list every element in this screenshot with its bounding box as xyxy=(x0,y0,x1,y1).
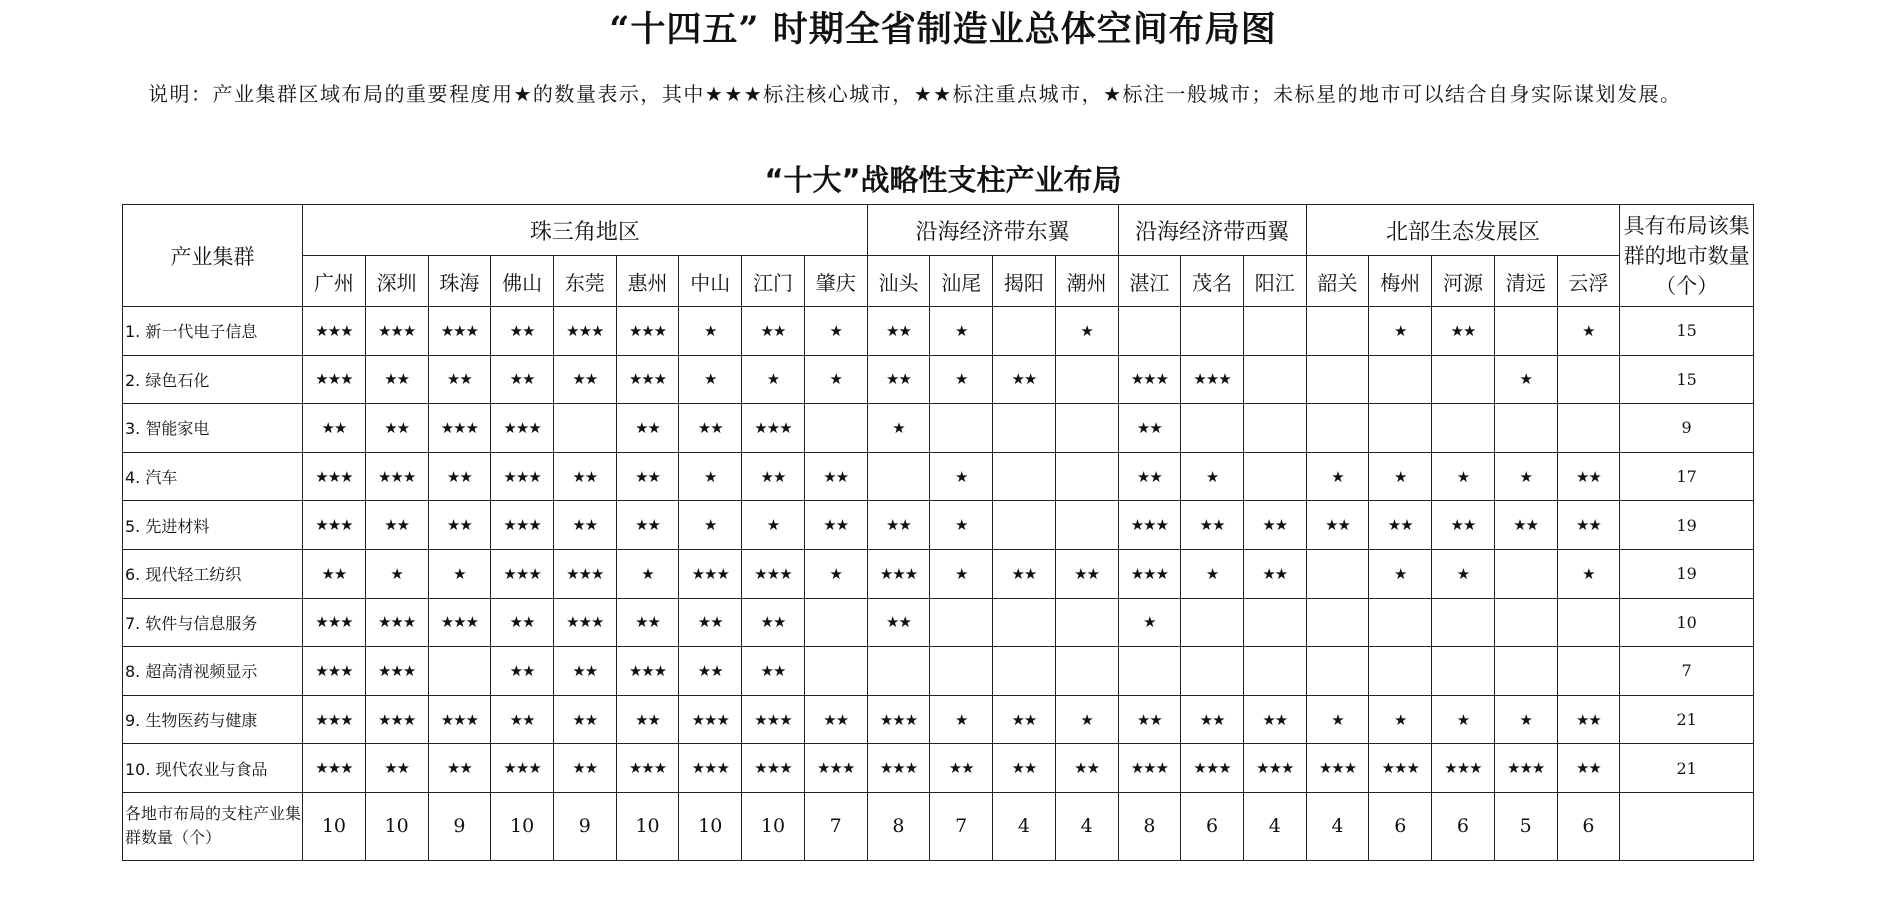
star-rating-cell xyxy=(867,647,930,696)
star-rating-cell: ★ xyxy=(804,355,867,404)
star-rating-cell: ★★★ xyxy=(1369,744,1432,793)
star-rating-cell: ★★★ xyxy=(616,647,679,696)
star-rating-cell: ★★ xyxy=(616,501,679,550)
star-rating-cell: ★★★ xyxy=(679,695,742,744)
star-rating-cell: ★★ xyxy=(804,501,867,550)
star-rating-cell xyxy=(993,598,1056,647)
star-rating-cell: ★★ xyxy=(1118,452,1181,501)
city-total-cell: 10 xyxy=(679,792,742,860)
city-count-cell: 21 xyxy=(1620,695,1754,744)
region-header-row xyxy=(123,205,1754,256)
star-rating-cell: ★★ xyxy=(993,695,1056,744)
star-rating-cell xyxy=(1494,404,1557,453)
table-title: “十大”战略性支柱产业布局 xyxy=(764,163,1122,197)
star-rating-cell: ★★★ xyxy=(365,598,428,647)
star-rating-cell xyxy=(428,647,491,696)
star-rating-cell: ★ xyxy=(1369,549,1432,598)
star-rating-cell: ★★ xyxy=(867,355,930,404)
star-rating-cell xyxy=(1181,647,1244,696)
star-rating-cell xyxy=(553,404,616,453)
table-row xyxy=(123,307,1754,356)
city-count-cell: 10 xyxy=(1620,598,1754,647)
star-rating-cell: ★ xyxy=(1118,598,1181,647)
star-rating-cell: ★★ xyxy=(491,695,554,744)
city-total-cell: 7 xyxy=(804,792,867,860)
star-rating-cell: ★★ xyxy=(1557,744,1620,793)
city-header: 阳江 xyxy=(1243,256,1306,307)
city-count-cell: 19 xyxy=(1620,501,1754,550)
star-rating-cell xyxy=(1557,598,1620,647)
star-rating-cell: ★★★ xyxy=(303,452,366,501)
star-rating-cell xyxy=(804,647,867,696)
star-rating-cell: ★★ xyxy=(1432,501,1495,550)
star-rating-cell: ★★ xyxy=(553,452,616,501)
star-rating-cell: ★★★ xyxy=(365,452,428,501)
city-total-cell: 4 xyxy=(1243,792,1306,860)
cluster-name-cell: 1. 新一代电子信息 xyxy=(123,307,303,356)
star-rating-cell xyxy=(930,404,993,453)
star-rating-cell: ★★★ xyxy=(742,744,805,793)
star-rating-cell: ★ xyxy=(1432,695,1495,744)
star-rating-cell: ★★★ xyxy=(365,307,428,356)
star-rating-cell: ★★★ xyxy=(742,549,805,598)
star-rating-cell: ★★★ xyxy=(491,744,554,793)
star-rating-cell: ★★ xyxy=(1243,695,1306,744)
city-total-cell: 10 xyxy=(303,792,366,860)
star-rating-cell: ★★ xyxy=(365,355,428,404)
star-rating-cell: ★★ xyxy=(1557,695,1620,744)
star-rating-cell: ★★★ xyxy=(1306,744,1369,793)
totals-row xyxy=(123,792,1754,860)
star-rating-cell xyxy=(1432,598,1495,647)
star-rating-cell: ★★ xyxy=(1243,549,1306,598)
star-rating-cell xyxy=(993,647,1056,696)
star-rating-cell xyxy=(1181,404,1244,453)
star-rating-cell: ★★★ xyxy=(428,307,491,356)
star-rating-cell: ★★ xyxy=(1557,501,1620,550)
table-row xyxy=(123,695,1754,744)
star-rating-cell: ★ xyxy=(1369,307,1432,356)
cluster-name-cell: 5. 先进材料 xyxy=(123,501,303,550)
star-rating-cell: ★ xyxy=(930,549,993,598)
star-rating-cell: ★ xyxy=(679,355,742,404)
star-rating-cell: ★ xyxy=(1494,355,1557,404)
star-rating-cell: ★ xyxy=(930,355,993,404)
city-header: 肇庆 xyxy=(804,256,867,307)
star-rating-cell xyxy=(1055,647,1118,696)
city-header: 清远 xyxy=(1494,256,1557,307)
legend-note: 说明：产业集群区域布局的重要程度用★的数量表示，其中★★★标注核心城市，★★标注重点城市，★标注一般城市；未标星的地市可以结合自身实际谋划发展。 xyxy=(148,82,1682,106)
city-total-cell: 4 xyxy=(1055,792,1118,860)
star-rating-cell: ★★★ xyxy=(303,355,366,404)
city-total-cell: 4 xyxy=(1306,792,1369,860)
region-header-west-wing: 沿海经济带西翼 xyxy=(1118,205,1306,256)
star-rating-cell xyxy=(1494,307,1557,356)
star-rating-cell: ★★ xyxy=(491,598,554,647)
star-rating-cell xyxy=(1243,307,1306,356)
star-rating-cell: ★★★ xyxy=(303,307,366,356)
city-total-cell: 10 xyxy=(742,792,805,860)
star-rating-cell: ★ xyxy=(804,307,867,356)
star-rating-cell: ★ xyxy=(1181,549,1244,598)
star-rating-cell: ★★ xyxy=(365,404,428,453)
city-header: 茂名 xyxy=(1181,256,1244,307)
star-rating-cell: ★ xyxy=(1432,452,1495,501)
star-rating-cell: ★★★ xyxy=(1118,355,1181,404)
star-rating-cell: ★★ xyxy=(616,452,679,501)
star-rating-cell xyxy=(1306,549,1369,598)
star-rating-cell: ★★★ xyxy=(867,549,930,598)
star-rating-cell: ★★★ xyxy=(679,744,742,793)
star-rating-cell: ★★ xyxy=(804,695,867,744)
cluster-name-cell: 10. 现代农业与食品 xyxy=(123,744,303,793)
star-rating-cell: ★★ xyxy=(1181,695,1244,744)
city-count-header: 具有布局该集群的地市数量（个） xyxy=(1620,205,1754,307)
star-rating-cell: ★ xyxy=(1055,307,1118,356)
star-rating-cell: ★★ xyxy=(1557,452,1620,501)
cluster-name-cell: 9. 生物医药与健康 xyxy=(123,695,303,744)
star-rating-cell: ★ xyxy=(1055,695,1118,744)
star-rating-cell xyxy=(1118,307,1181,356)
star-rating-cell xyxy=(993,452,1056,501)
star-rating-cell: ★★★ xyxy=(616,355,679,404)
region-header-prd: 珠三角地区 xyxy=(303,205,868,256)
star-rating-cell: ★★★ xyxy=(1118,744,1181,793)
star-rating-cell: ★★ xyxy=(1432,307,1495,356)
star-rating-cell: ★ xyxy=(1494,452,1557,501)
star-rating-cell: ★★ xyxy=(1055,549,1118,598)
star-rating-cell: ★ xyxy=(1306,695,1369,744)
totals-label: 各地市布局的支柱产业集群数量（个） xyxy=(123,792,303,860)
star-rating-cell xyxy=(1243,647,1306,696)
city-header: 汕头 xyxy=(867,256,930,307)
star-rating-cell: ★★★ xyxy=(867,695,930,744)
city-count-cell: 15 xyxy=(1620,355,1754,404)
star-rating-cell: ★★ xyxy=(428,355,491,404)
star-rating-cell: ★★ xyxy=(742,307,805,356)
city-total-cell: 4 xyxy=(993,792,1056,860)
star-rating-cell: ★★ xyxy=(303,549,366,598)
star-rating-cell xyxy=(993,404,1056,453)
star-rating-cell xyxy=(1557,355,1620,404)
star-rating-cell: ★★ xyxy=(428,452,491,501)
star-rating-cell: ★★ xyxy=(303,404,366,453)
star-rating-cell: ★★ xyxy=(993,549,1056,598)
star-rating-cell xyxy=(1055,355,1118,404)
star-rating-cell: ★ xyxy=(930,501,993,550)
star-rating-cell xyxy=(930,598,993,647)
star-rating-cell: ★ xyxy=(679,501,742,550)
star-rating-cell xyxy=(1432,404,1495,453)
star-rating-cell: ★★ xyxy=(553,501,616,550)
star-rating-cell: ★★ xyxy=(365,744,428,793)
star-rating-cell: ★★ xyxy=(804,452,867,501)
star-rating-cell xyxy=(1306,598,1369,647)
star-rating-cell: ★★★ xyxy=(303,501,366,550)
star-rating-cell: ★ xyxy=(867,404,930,453)
star-rating-cell: ★★ xyxy=(1243,501,1306,550)
cluster-header: 产业集群 xyxy=(123,205,303,307)
star-rating-cell: ★ xyxy=(679,307,742,356)
star-rating-cell: ★ xyxy=(930,695,993,744)
city-header: 潮州 xyxy=(1055,256,1118,307)
star-rating-cell xyxy=(993,307,1056,356)
star-rating-cell: ★★ xyxy=(1181,501,1244,550)
star-rating-cell: ★ xyxy=(1557,549,1620,598)
star-rating-cell: ★★ xyxy=(993,744,1056,793)
star-rating-cell: ★ xyxy=(742,355,805,404)
city-header: 揭阳 xyxy=(993,256,1056,307)
star-rating-cell: ★★★ xyxy=(1432,744,1495,793)
region-header-north: 北部生态发展区 xyxy=(1306,205,1620,256)
star-rating-cell xyxy=(1494,598,1557,647)
cluster-name-cell: 4. 汽车 xyxy=(123,452,303,501)
city-count-cell: 15 xyxy=(1620,307,1754,356)
table-row xyxy=(123,404,1754,453)
city-total-cell: 5 xyxy=(1494,792,1557,860)
city-header: 河源 xyxy=(1432,256,1495,307)
star-rating-cell: ★★ xyxy=(491,647,554,696)
star-rating-cell xyxy=(1369,404,1432,453)
city-count-cell: 19 xyxy=(1620,549,1754,598)
star-rating-cell: ★★★ xyxy=(1181,744,1244,793)
star-rating-cell: ★★★ xyxy=(365,695,428,744)
star-rating-cell: ★★ xyxy=(428,744,491,793)
star-rating-cell xyxy=(804,404,867,453)
star-rating-cell xyxy=(1494,647,1557,696)
star-rating-cell xyxy=(1557,404,1620,453)
star-rating-cell: ★ xyxy=(1306,452,1369,501)
star-rating-cell: ★★ xyxy=(742,647,805,696)
table-row xyxy=(123,452,1754,501)
city-header: 梅州 xyxy=(1369,256,1432,307)
star-rating-cell xyxy=(1055,404,1118,453)
cluster-name-cell: 8. 超高清视频显示 xyxy=(123,647,303,696)
city-header: 中山 xyxy=(679,256,742,307)
star-rating-cell: ★★★ xyxy=(1243,744,1306,793)
city-total-cell: 6 xyxy=(1432,792,1495,860)
city-header: 韶关 xyxy=(1306,256,1369,307)
city-total-cell: 7 xyxy=(930,792,993,860)
star-rating-cell: ★★ xyxy=(553,355,616,404)
star-rating-cell xyxy=(993,501,1056,550)
star-rating-cell: ★★ xyxy=(1118,695,1181,744)
star-rating-cell xyxy=(1432,355,1495,404)
star-rating-cell: ★★ xyxy=(679,598,742,647)
star-rating-cell: ★★ xyxy=(553,695,616,744)
star-rating-cell: ★★★ xyxy=(804,744,867,793)
table-row xyxy=(123,501,1754,550)
star-rating-cell: ★★★ xyxy=(428,695,491,744)
city-header: 佛山 xyxy=(491,256,554,307)
star-rating-cell xyxy=(1369,355,1432,404)
star-rating-cell: ★★★ xyxy=(303,744,366,793)
star-rating-cell: ★ xyxy=(1557,307,1620,356)
star-rating-cell: ★★★ xyxy=(553,598,616,647)
city-count-cell: 9 xyxy=(1620,404,1754,453)
city-header: 广州 xyxy=(303,256,366,307)
star-rating-cell: ★★★ xyxy=(679,549,742,598)
city-total-cell: 9 xyxy=(428,792,491,860)
star-rating-cell: ★★ xyxy=(1369,501,1432,550)
star-rating-cell: ★★ xyxy=(867,501,930,550)
star-rating-cell xyxy=(1055,598,1118,647)
star-rating-cell: ★ xyxy=(930,452,993,501)
cluster-name-cell: 7. 软件与信息服务 xyxy=(123,598,303,647)
star-rating-cell: ★ xyxy=(930,307,993,356)
city-header: 深圳 xyxy=(365,256,428,307)
star-rating-cell: ★★ xyxy=(616,598,679,647)
star-rating-cell xyxy=(1369,598,1432,647)
industry-layout-table xyxy=(122,204,1754,861)
star-rating-cell: ★★ xyxy=(867,307,930,356)
city-total-cell: 10 xyxy=(491,792,554,860)
star-rating-cell: ★★★ xyxy=(491,501,554,550)
city-count-cell: 17 xyxy=(1620,452,1754,501)
cluster-name-cell: 3. 智能家电 xyxy=(123,404,303,453)
star-rating-cell: ★★★ xyxy=(553,307,616,356)
star-rating-cell: ★★ xyxy=(930,744,993,793)
table-row xyxy=(123,549,1754,598)
star-rating-cell: ★ xyxy=(1369,452,1432,501)
city-total-cell: 8 xyxy=(1118,792,1181,860)
star-rating-cell xyxy=(1243,598,1306,647)
star-rating-cell xyxy=(1181,598,1244,647)
city-header: 东莞 xyxy=(553,256,616,307)
city-total-cell: 6 xyxy=(1181,792,1244,860)
city-header: 云浮 xyxy=(1557,256,1620,307)
star-rating-cell: ★ xyxy=(679,452,742,501)
star-rating-cell: ★★ xyxy=(742,598,805,647)
star-rating-cell xyxy=(1055,501,1118,550)
city-header: 汕尾 xyxy=(930,256,993,307)
star-rating-cell xyxy=(1118,647,1181,696)
page-title: “十四五” 时期全省制造业总体空间布局图 xyxy=(609,9,1277,50)
star-rating-cell: ★★★ xyxy=(303,598,366,647)
city-header-row xyxy=(123,256,1754,307)
star-rating-cell: ★★ xyxy=(1494,501,1557,550)
star-rating-cell: ★★★ xyxy=(303,647,366,696)
star-rating-cell: ★★ xyxy=(616,404,679,453)
star-rating-cell xyxy=(1494,549,1557,598)
star-rating-cell xyxy=(867,452,930,501)
star-rating-cell: ★ xyxy=(1432,549,1495,598)
star-rating-cell: ★★ xyxy=(491,307,554,356)
star-rating-cell xyxy=(1243,355,1306,404)
star-rating-cell: ★★ xyxy=(742,452,805,501)
star-rating-cell xyxy=(1243,404,1306,453)
cluster-name-cell: 6. 现代轻工纺织 xyxy=(123,549,303,598)
star-rating-cell: ★ xyxy=(616,549,679,598)
star-rating-cell: ★★★ xyxy=(365,647,428,696)
star-rating-cell xyxy=(1432,647,1495,696)
star-rating-cell: ★ xyxy=(428,549,491,598)
table-row xyxy=(123,647,1754,696)
city-header: 江门 xyxy=(742,256,805,307)
table-row xyxy=(123,355,1754,404)
star-rating-cell xyxy=(804,598,867,647)
star-rating-cell: ★★ xyxy=(491,355,554,404)
city-count-cell: 7 xyxy=(1620,647,1754,696)
star-rating-cell: ★★★ xyxy=(1118,549,1181,598)
star-rating-cell: ★★ xyxy=(1118,404,1181,453)
table-row xyxy=(123,598,1754,647)
star-rating-cell: ★★ xyxy=(553,744,616,793)
star-rating-cell: ★ xyxy=(1181,452,1244,501)
star-rating-cell: ★★★ xyxy=(1118,501,1181,550)
star-rating-cell: ★★★ xyxy=(867,744,930,793)
star-rating-cell: ★★ xyxy=(679,404,742,453)
star-rating-cell: ★★★ xyxy=(491,452,554,501)
city-header: 湛江 xyxy=(1118,256,1181,307)
star-rating-cell: ★★ xyxy=(1306,501,1369,550)
star-rating-cell xyxy=(1306,307,1369,356)
city-total-cell: 10 xyxy=(616,792,679,860)
star-rating-cell: ★★★ xyxy=(742,404,805,453)
star-rating-cell: ★★★ xyxy=(1181,355,1244,404)
region-header-east-wing: 沿海经济带东翼 xyxy=(867,205,1118,256)
star-rating-cell xyxy=(1306,404,1369,453)
star-rating-cell xyxy=(1181,307,1244,356)
star-rating-cell: ★★ xyxy=(867,598,930,647)
star-rating-cell: ★★ xyxy=(428,501,491,550)
city-count-cell: 21 xyxy=(1620,744,1754,793)
city-total-cell: 8 xyxy=(867,792,930,860)
star-rating-cell: ★★★ xyxy=(491,404,554,453)
star-rating-cell: ★★ xyxy=(993,355,1056,404)
star-rating-cell xyxy=(1306,355,1369,404)
star-rating-cell: ★★ xyxy=(1055,744,1118,793)
city-total-cell: 6 xyxy=(1557,792,1620,860)
star-rating-cell: ★★★ xyxy=(1494,744,1557,793)
star-rating-cell: ★★★ xyxy=(742,695,805,744)
star-rating-cell: ★★ xyxy=(365,501,428,550)
star-rating-cell: ★ xyxy=(1369,695,1432,744)
star-rating-cell: ★★★ xyxy=(428,404,491,453)
star-rating-cell: ★ xyxy=(804,549,867,598)
star-rating-cell xyxy=(1306,647,1369,696)
star-rating-cell xyxy=(1557,647,1620,696)
star-rating-cell: ★★★ xyxy=(428,598,491,647)
star-rating-cell xyxy=(1243,452,1306,501)
star-rating-cell: ★★★ xyxy=(616,744,679,793)
star-rating-cell xyxy=(930,647,993,696)
star-rating-cell: ★ xyxy=(1494,695,1557,744)
star-rating-cell: ★★ xyxy=(679,647,742,696)
star-rating-cell: ★★ xyxy=(553,647,616,696)
star-rating-cell xyxy=(1055,452,1118,501)
star-rating-cell: ★ xyxy=(742,501,805,550)
star-rating-cell: ★★★ xyxy=(303,695,366,744)
city-total-cell: 10 xyxy=(365,792,428,860)
star-rating-cell: ★★★ xyxy=(491,549,554,598)
star-rating-cell: ★★★ xyxy=(616,307,679,356)
table-row xyxy=(123,744,1754,793)
city-total-cell: 9 xyxy=(553,792,616,860)
totals-count-cell xyxy=(1620,792,1754,860)
star-rating-cell: ★ xyxy=(365,549,428,598)
city-header: 惠州 xyxy=(616,256,679,307)
city-total-cell: 6 xyxy=(1369,792,1432,860)
star-rating-cell: ★★★ xyxy=(553,549,616,598)
cluster-name-cell: 2. 绿色石化 xyxy=(123,355,303,404)
star-rating-cell: ★★ xyxy=(616,695,679,744)
city-header: 珠海 xyxy=(428,256,491,307)
star-rating-cell xyxy=(1369,647,1432,696)
